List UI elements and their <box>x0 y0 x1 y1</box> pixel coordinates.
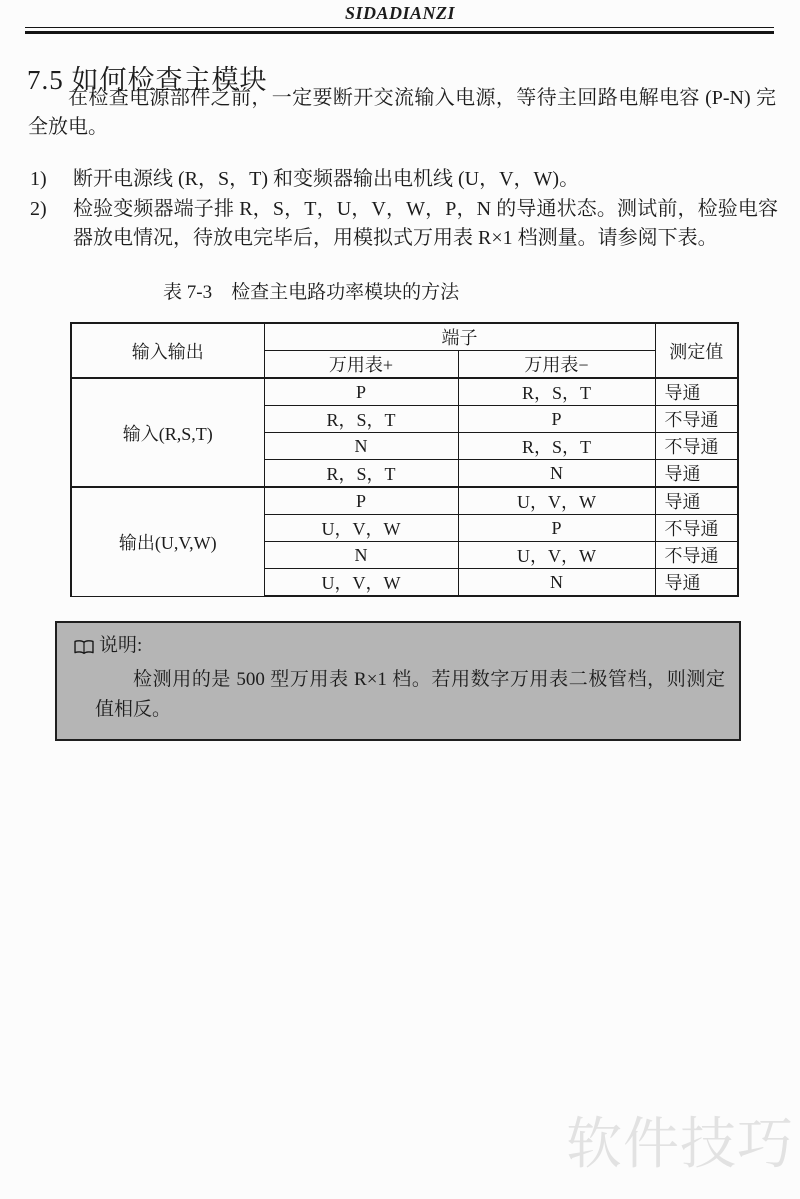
cell-meter-plus: P <box>264 378 458 406</box>
section-title: 7.5 如何检查主模块 <box>27 65 268 96</box>
table-caption: 表 7-3 检查主电路功率模块的方法 <box>163 282 460 303</box>
table-row <box>71 487 738 515</box>
cell-result: 导通 <box>655 460 738 488</box>
page-header-brand: SIDADIANZI <box>344 3 456 23</box>
cell-meter-minus: U，V，W <box>458 542 655 569</box>
note-title: 说明: <box>99 635 143 656</box>
numbered-list <box>30 165 778 254</box>
cell-meter-minus: R，S，T <box>458 378 655 406</box>
header-cell-meter-plus: 万用表+ <box>264 351 458 379</box>
header-cell-io: 输入输出 <box>71 323 264 378</box>
header-cell-result: 测定值 <box>655 323 738 378</box>
header-rule-thin <box>25 27 774 28</box>
table-header-row-1 <box>71 323 738 351</box>
cell-result: 不导通 <box>655 515 738 542</box>
open-book-icon <box>73 638 95 655</box>
cell-meter-minus: N <box>458 460 655 488</box>
cell-result: 不导通 <box>655 433 738 460</box>
intro-paragraph: 在检查电源部件之前，一定要断开交流输入电源，等待主回路电解电容 (P-N) 完全放电。 <box>28 87 776 138</box>
group-label-input: 输入(R,S,T) <box>71 378 264 487</box>
cell-result: 导通 <box>655 378 738 406</box>
conduction-test-table <box>70 322 739 597</box>
cell-meter-minus: U，V，W <box>458 487 655 515</box>
cell-meter-plus: N <box>264 433 458 460</box>
list-text-2: 检验变频器端子排 R，S，T，U，V，W，P，N 的导通状态。测试前，检验电容器放电情况，待放电完毕后，用模拟式万用表 R×1 档测量。请参阅下表。 <box>73 198 778 249</box>
header-rule-thick <box>25 31 774 34</box>
list-item-2 <box>30 195 778 253</box>
cell-result: 不导通 <box>655 406 738 433</box>
cell-meter-plus: R，S，T <box>264 406 458 433</box>
list-item-1 <box>30 165 778 194</box>
header-cell-terminal: 端子 <box>264 323 655 351</box>
cell-result: 导通 <box>655 569 738 597</box>
watermark-text: 软件技巧 <box>566 1112 794 1177</box>
cell-meter-plus: R，S，T <box>264 460 458 488</box>
list-marker-2: 2) <box>30 198 47 220</box>
cell-result: 导通 <box>655 487 738 515</box>
cell-meter-plus: U，V，W <box>264 515 458 542</box>
group-label-output: 输出(U,V,W) <box>71 487 264 596</box>
table-row <box>71 378 738 406</box>
header-cell-meter-minus: 万用表− <box>458 351 655 379</box>
cell-meter-minus: P <box>458 515 655 542</box>
cell-meter-minus: N <box>458 569 655 597</box>
list-marker-1: 1) <box>30 168 47 190</box>
cell-meter-minus: P <box>458 406 655 433</box>
note-box <box>55 621 741 741</box>
note-heading <box>73 633 725 659</box>
list-text-1: 断开电源线 (R，S，T) 和变频器输出电机线 (U，V，W)。 <box>73 168 580 190</box>
cell-meter-minus: R，S，T <box>458 433 655 460</box>
cell-meter-plus: U，V，W <box>264 569 458 597</box>
cell-result: 不导通 <box>655 542 738 569</box>
cell-meter-plus: P <box>264 487 458 515</box>
note-body: 检测用的是 500 型万用表 R×1 档。若用数字万用表二极管档，则测定值相反。 <box>95 669 725 720</box>
cell-meter-plus: N <box>264 542 458 569</box>
